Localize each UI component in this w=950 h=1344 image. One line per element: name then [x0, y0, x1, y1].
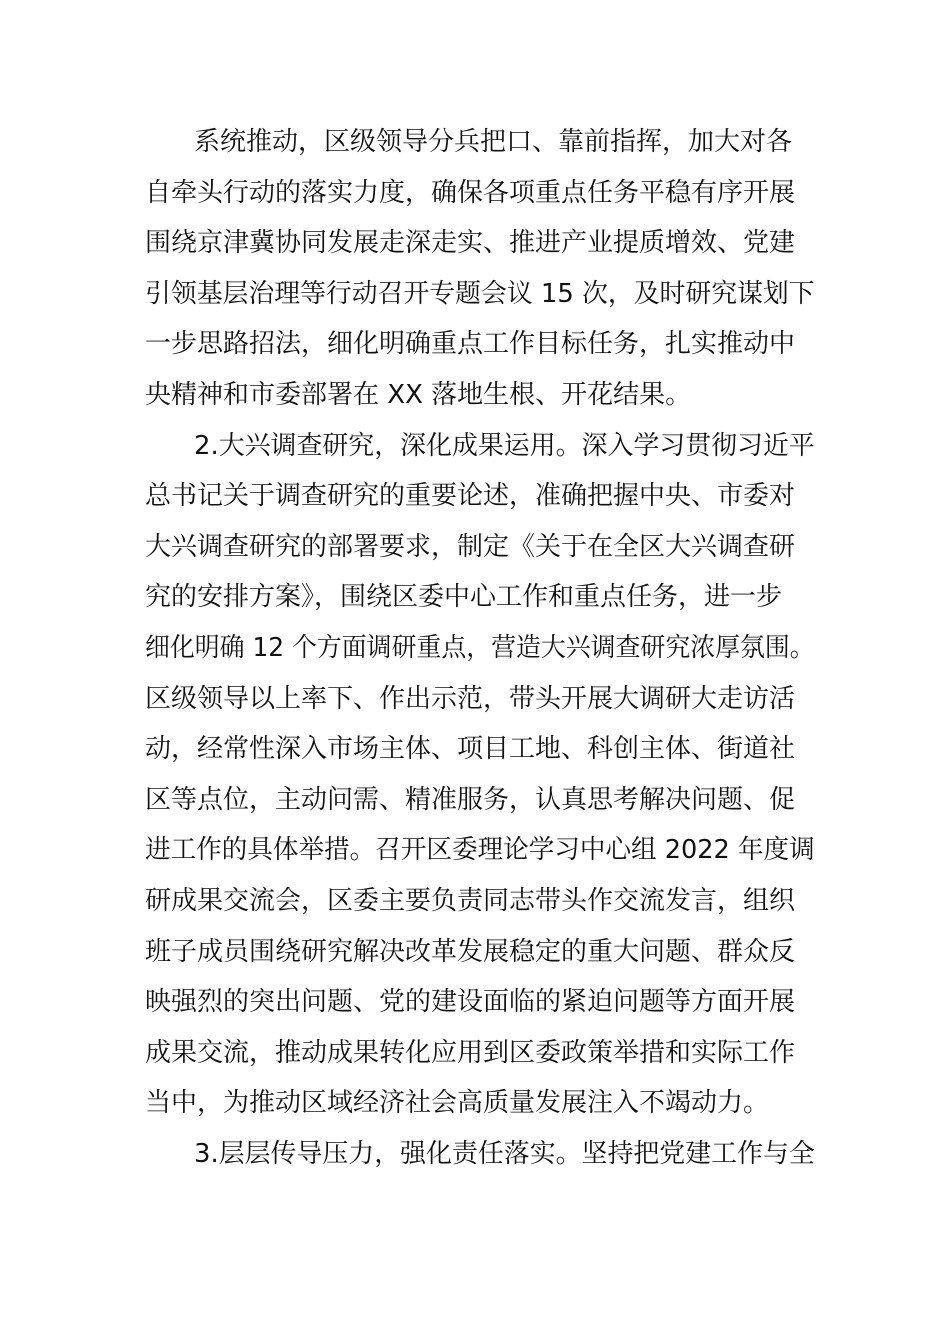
text-line: 围绕京津冀协同发展走深走实、推进产业提质增效、党建	[145, 228, 796, 258]
text-line: 动，经常性深入市场主体、项目工地、科创主体、街道社	[145, 734, 796, 764]
text-line: 引领基层治理等行动召开专题会议 15 次，及时研究谋划下	[145, 279, 815, 309]
text-line: 系统推动，区级领导分兵把口、靠前指挥，加大对各	[194, 127, 793, 157]
text-line: 一步思路招法，细化明确重点工作目标任务，扎实推动中	[145, 329, 796, 359]
paragraph-2-start: 2.大兴调查研究，深化成果运用。深入学习贯彻习近平	[194, 431, 815, 461]
text-line: 区等点位，主动问需、精准服务，认真思考解决问题、促	[145, 785, 796, 815]
text-line: 细化明确 12 个方面调研重点，营造大兴调查研究浓厚氛围。	[145, 633, 815, 663]
text-line: 总书记关于调查研究的重要论述，准确把握中央、市委对	[145, 481, 796, 511]
text-line: 大兴调查研究的部署要求，制定《关于在全区大兴调查研	[145, 532, 796, 562]
text-line: 区级领导以上率下、作出示范，带头开展大调研大走访活	[145, 684, 796, 714]
text-line: 进工作的具体举措。召开区委理论学习中心组 2022 年度调	[145, 835, 815, 865]
text-line: 央精神和市委部署在 XX 落地生根、开花结果。	[145, 380, 692, 410]
text-line: 成果交流，推动成果转化应用到区委政策举措和实际工作	[145, 1038, 796, 1068]
text-line: 究的安排方案》，围绕区委中心工作和重点任务，进一步	[145, 582, 783, 612]
text-line: 当中，为推动区域经济社会高质量发展注入不竭动力。	[145, 1088, 770, 1118]
text-line: 映强烈的突出问题、党的建设面临的紧迫问题等方面开展	[145, 987, 796, 1017]
text-line: 班子成员围绕研究解决改革发展稳定的重大问题、群众反	[145, 937, 796, 967]
paragraph-3-start: 3.层层传导压力，强化责任落实。坚持把党建工作与全	[194, 1139, 815, 1169]
text-line: 研成果交流会，区委主要负责同志带头作交流发言，组织	[145, 886, 796, 916]
text-line: 自牵头行动的落实力度，确保各项重点任务平稳有序开展	[145, 178, 796, 208]
